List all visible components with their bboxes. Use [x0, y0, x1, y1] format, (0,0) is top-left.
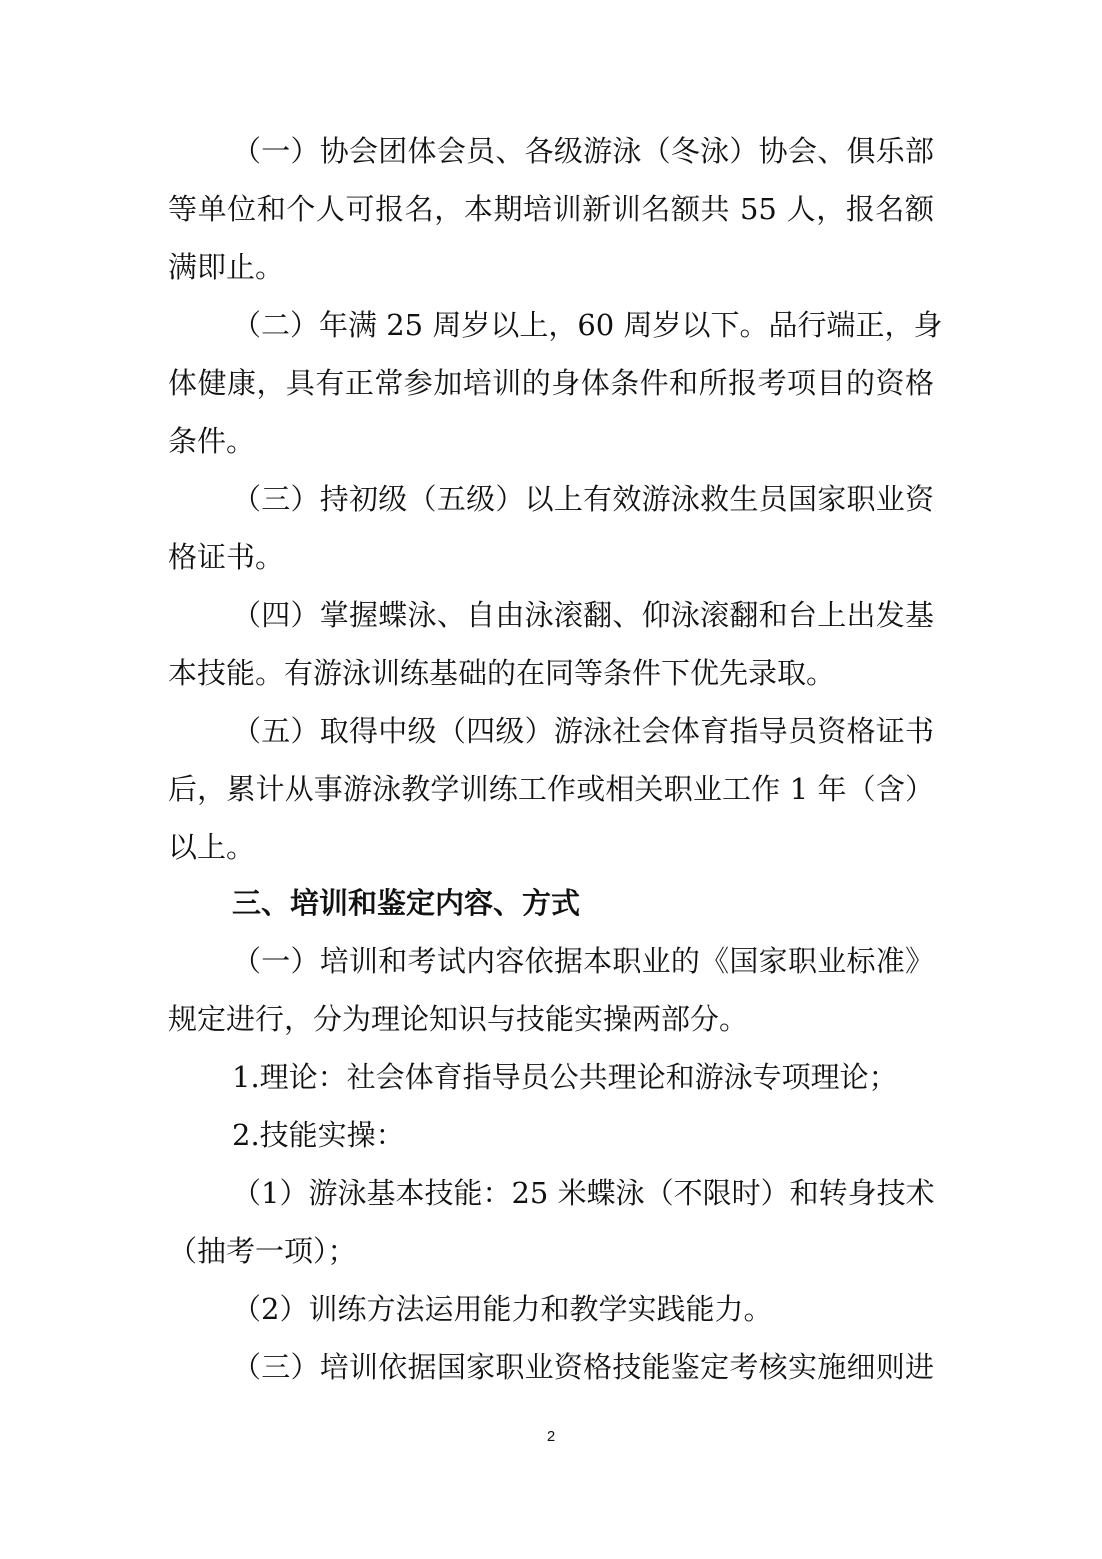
paragraph-line: 等单位和个人可报名，本期培训新训名额共 55 人，报名额: [168, 192, 934, 226]
paragraph-line: （抽考一项）；: [168, 1234, 357, 1268]
paragraph-line: （2）训练方法运用能力和教学实践能力。: [232, 1292, 773, 1326]
paragraph-line: （五）取得中级（四级）游泳社会体育指导员资格证书: [232, 714, 934, 748]
paragraph-line: 以上。: [168, 830, 256, 864]
paragraph-line: 本技能。有游泳训练基础的在同等条件下优先录取。: [168, 656, 836, 690]
paragraph-line: 满即止。: [168, 250, 285, 284]
paragraph-line: 条件。: [168, 424, 256, 458]
section-heading: 三、培训和鉴定内容、方式: [232, 886, 581, 920]
paragraph-line: （1）游泳基本技能：25 米蝶泳（不限时）和转身技术: [232, 1176, 935, 1210]
page-number: 2: [546, 1428, 556, 1445]
paragraph-line: 后，累计从事游泳教学训练工作或相关职业工作 1 年（含）: [168, 772, 934, 806]
paragraph-line: （一）协会团体会员、各级游泳（冬泳）协会、俱乐部: [232, 134, 934, 168]
paragraph-line: （三）持初级（五级）以上有效游泳救生员国家职业资: [232, 482, 934, 516]
paragraph-line: 格证书。: [168, 540, 285, 574]
paragraph-line: 体健康，具有正常参加培训的身体条件和所报考项目的资格: [168, 366, 934, 400]
list-item: 1.理论：社会体育指导员公共理论和游泳专项理论；: [232, 1060, 898, 1094]
paragraph-line: （三）培训依据国家职业资格技能鉴定考核实施细则进: [232, 1350, 934, 1384]
paragraph-line: （二）年满 25 周岁以上，60 周岁以下。品行端正，身: [232, 308, 943, 342]
list-item: 2.技能实操：: [232, 1118, 405, 1152]
paragraph-line: （一）培训和考试内容依据本职业的《国家职业标准》: [232, 944, 934, 978]
paragraph-line: 规定进行，分为理论知识与技能实操两部分。: [168, 1002, 749, 1036]
paragraph-line: （四）掌握蝶泳、自由泳滚翻、仰泳滚翻和台上出发基: [232, 598, 934, 632]
